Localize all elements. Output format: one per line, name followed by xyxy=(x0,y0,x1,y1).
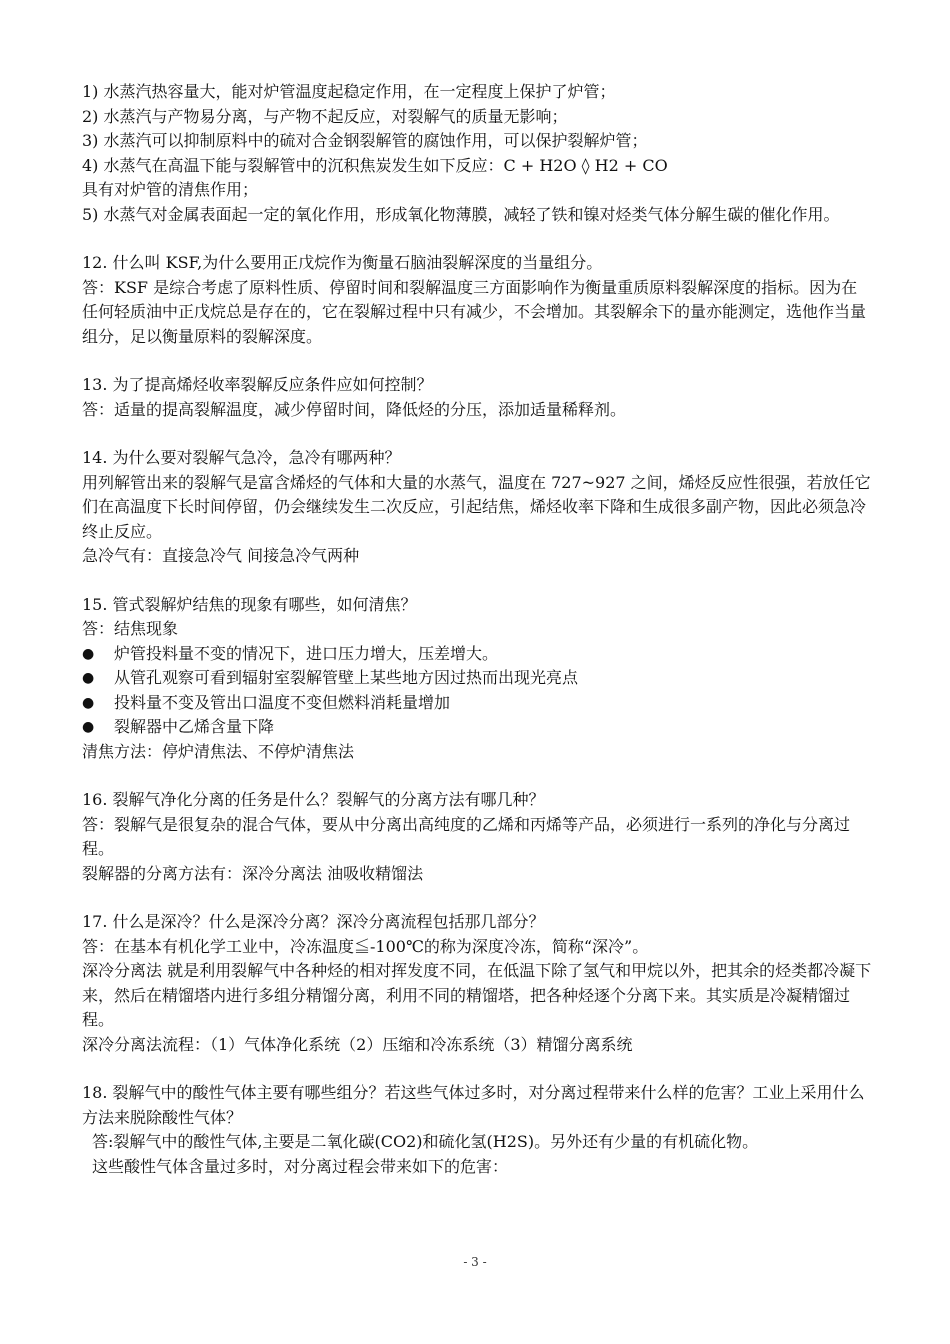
q14-answer: 用列解管出来的裂解气是富含烯烃的气体和大量的水蒸气，温度在 727~927 之间，烯烃反应性很强，若放任它们在高温度下长时间停留，仍会继续发生二次反应，引起结焦，烯烃收率下降和生成很多副产物，因此必须急冷终止反应。 xyxy=(82,472,871,541)
q15-question: 15. 管式裂解炉结焦的现象有哪些，如何清焦？ xyxy=(82,594,417,614)
q18-question: 18. 裂解气中的酸性气体主要有哪些组分？若这些气体过多时，对分离过程带来什么样的危害？工业上采用什么方法来脱除酸性气体？ xyxy=(82,1083,865,1127)
intro-item-3: 3) 水蒸汽可以抑制原料中的硫对合金钢裂解管的腐蚀作用，可以保护裂解炉管； xyxy=(82,131,648,150)
q18-answer-1: 答:裂解气中的酸性气体,主要是二氧化碳(CO2)和硫化氢(H2S)。另外还有少量的有机硫化物。 xyxy=(92,1132,759,1151)
list-item-text: 投料量不变及管出口温度不变但燃料消耗量增加 xyxy=(114,692,451,712)
page-number: - 3 - xyxy=(463,1255,487,1269)
list-item xyxy=(82,642,872,667)
bullet-icon: ● xyxy=(82,719,95,735)
list-item-text: 裂解器中乙烯含量下降 xyxy=(114,717,275,736)
bullet-icon: ● xyxy=(82,670,95,686)
intro-item-5: 5) 水蒸气对金属表面起一定的氧化作用，形成氧化物薄膜，减轻了铁和镍对烃类气体分解生碳的催化作用。 xyxy=(82,204,840,224)
q17-question: 17. 什么是深冷？什么是深冷分离？深冷分离流程包括那几部分？ xyxy=(82,912,545,931)
intro-item-1: 1) 水蒸汽热容量大，能对炉管温度起稳定作用，在一定程度上保护了炉管； xyxy=(82,82,616,101)
q18-answer-2: 这些酸性气体含量过多时，对分离过程会带来如下的危害： xyxy=(92,1156,509,1176)
q15-answer-label: 答：结焦现象 xyxy=(82,619,179,638)
list-item-text: 从管孔观察可看到辐射室裂解管壁上某些地方因过热而出现光亮点 xyxy=(114,668,579,687)
q15-methods: 清焦方法：停炉清焦法、不停炉清焦法 xyxy=(82,741,355,761)
q16-methods: 裂解器的分离方法有：深冷分离法 油吸收精馏法 xyxy=(82,863,424,883)
q14-question: 14. 为什么要对裂解气急冷，急冷有哪两种？ xyxy=(82,448,401,467)
q17-method: 深冷分离法 就是利用裂解气中各种烃的相对挥发度不同，在低温下除了氢气和甲烷以外，把其余的烃类都冷凝下来，然后在精馏塔内进行多组分精馏分离，利用不同的精馏塔，把各种烃逐个分离下来。其实质是冷凝精馏过程。 xyxy=(82,961,872,1029)
list-item xyxy=(82,715,872,740)
q17-answer: 答：在基本有机化学工业中，冷冻温度≦-100℃的称为深度冷冻，简称“深冷”。 xyxy=(82,936,649,956)
q12-answer: 答：KSF 是综合考虑了原料性质、停留时间和裂解温度三方面影响作为衡量重质原料裂解深度的指标。因为在任何轻质油中正戊烷总是存在的，它在裂解过程中只有减少，不会增加。其裂解余下的量亦能测定，选他作当量组分，足以衡量原料的裂解深度。 xyxy=(82,277,867,346)
bullet-icon: ● xyxy=(82,694,95,711)
intro-item-2: 2) 水蒸汽与产物易分离，与产物不起反应，对裂解气的质量无影响； xyxy=(82,106,568,126)
q16-question: 16. 裂解气净化分离的任务是什么？裂解气的分离方法有哪几种？ xyxy=(82,790,545,809)
intro-item-4-cont: 具有对炉管的清焦作用； xyxy=(82,180,259,199)
document-body xyxy=(82,80,872,1179)
q17-flow: 深冷分离法流程：（1）气体净化系统（2）压缩和冷冻系统（3）精馏分离系统 xyxy=(82,1034,633,1054)
bullet-icon: ● xyxy=(82,645,95,662)
list-item xyxy=(82,691,872,716)
q16-answer: 答：裂解气是很复杂的混合气体，要从中分离出高纯度的乙烯和丙烯等产品，必须进行一系列的净化与分离过程。 xyxy=(82,814,851,858)
q13-answer: 答：适量的提高裂解温度，减少停留时间，降低烃的分压，添加适量稀释剂。 xyxy=(82,399,627,419)
q13-question: 13. 为了提高烯烃收率裂解反应条件应如何控制？ xyxy=(82,375,433,394)
list-item xyxy=(82,666,872,691)
q12-question: 12. 什么叫 KSF,为什么要用正戊烷作为衡量石脑油裂解深度的当量组分。 xyxy=(82,253,603,272)
intro-item-4: 4) 水蒸气在高温下能与裂解管中的沉积焦炭发生如下反应：C + H2O ◊ H2 + CO xyxy=(82,155,668,175)
list-item-text: 炉管投料量不变的情况下，进口压力增大，压差增大。 xyxy=(114,643,499,663)
q14-types: 急冷气有：直接急冷气 间接急冷气两种 xyxy=(82,546,360,565)
